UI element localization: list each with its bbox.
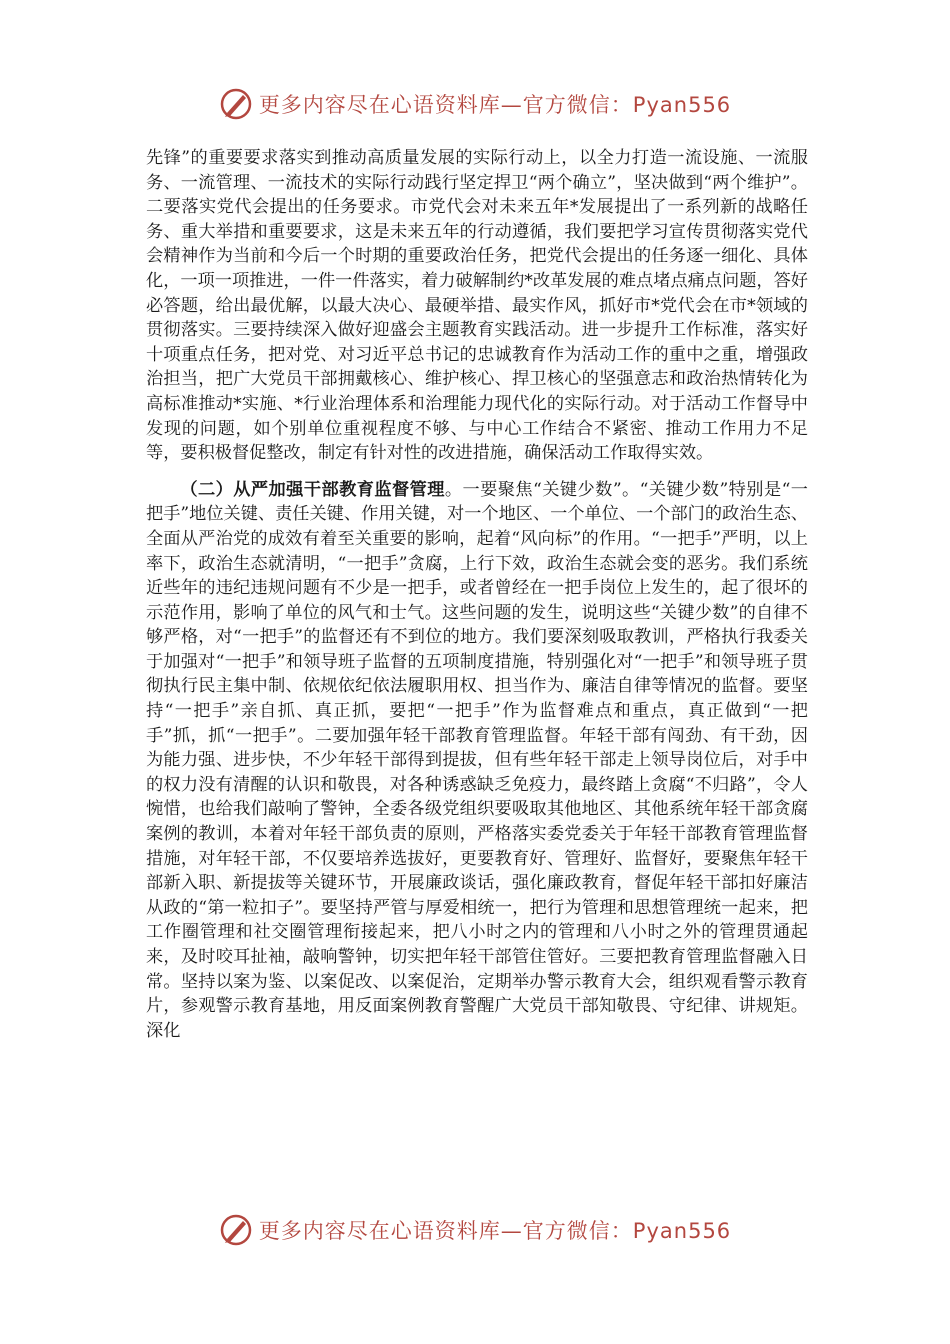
paragraph-2	[146, 478, 808, 1044]
footer-banner	[0, 1208, 950, 1252]
paragraph-2-body: 。一要聚焦“关键少数”。“关键少数”特别是“一把手”地位关键、责任关键、作用关键，对一个地区、一个单位、一个部门的政治生态、全面从严治党的成效有着至关重要的影响，起着“风向标”的作用。“一把手”严明，以上率下，政治生态就清明，“一把手”贪腐，上行下效，政治生态就会变的恶劣。我们系统近些年的违纪违规问题有不少是一把手，或者曾经在一把手岗位上发生的，起了很坏的示范作用，影响了单位的风气和士气。这些问题的发生，说明这些“关键少数”的自律不够严格，对“一把手”的监督还有不到位的地方。我们要深刻吸取教训，严格执行我委关于加强对“一把手”和领导班子监督的五项制度措施，特别强化对“一把手”和领导班子贯彻执行民主集中制、依规依纪依法履职用权、担当作为、廉洁自律等情况的监督。要坚持“一把手”亲自抓、真正抓，要把“一把手”作为监督难点和重点，真正做到“一把手”抓，抓“一把手”。二要加强年轻干部教育管理监督。年轻干部有闯劲、有干劲，因为能力强、进步快，不少年轻干部得到提拔，但有些年轻干部走上领导岗位后，对手中的权力没有清醒的认识和敬畏，对各种诱惑缺乏免疫力，最终踏上贪腐“不归路”，令人惋惜，也给我们敲响了警钟，全委各级党组织要吸取其他地区、其他系统年轻干部贪腐案例的教训，本着对年轻干部负责的原则，严格落实委党委关于年轻干部教育管理监督措施，对年轻干部，不仅要培养选拔好，更要教育好、管理好、监督好，要聚焦年轻干部新入职、新提拔等关键环节，开展廉政谈话，强化廉政教育，督促年轻干部扣好廉洁从政的“第一粒扣子”。要坚持严管与厚爱相统一，把行为管理和思想管理统一起来，把工作圈管理和社交圈管理衔接起来，把八小时之内的管理和八小时之外的管理贯通起来，及时咬耳扯袖，敲响警钟，切实把年轻干部管住管好。三要把教育管理监督融入日常。坚持以案为鉴、以案促改、以案促治，定期举办警示教育大会，组织观看警示教育片，参观警示教育基地，用反面案例教育警醒广大党员干部知敬畏、守纪律、讲规矩。深化	[146, 479, 808, 1041]
section-heading: （二）从严加强干部教育监督管理	[180, 479, 445, 500]
banner-text: 更多内容尽在心语资料库—官方微信：Pyan556	[258, 1219, 732, 1243]
banner-text: 更多内容尽在心语资料库—官方微信：Pyan556	[258, 93, 732, 117]
paragraph-1: 先锋”的重要要求落实到推动高质量发展的实际行动上，以全力打造一流设施、一流服务、一流管理、一流技术的实际行动践行坚定捍卫“两个确立”，坚决做到“两个维护”。二要落实党代会提出的任务要求。市党代会对未来五年*发展提出了一系列新的战略任务、重大举措和重要要求，这是未来五年的行动遵循，我们要把学习宣传贯彻落实党代会精神作为当前和今后一个时期的重要政治任务，把党代会提出的任务逐一细化、具体化，一项一项推进，一件一件落实，着力破解制约*改革发展的难点堵点痛点问题，答好必答题，给出最优解，以最大决心、最硬举措、最实作风，抓好市*党代会在市*领域的贯彻落实。三要持续深入做好迎盛会主题教育实践活动。进一步提升工作标准，落实好十项重点任务，把对党、对习近平总书记的忠诚教育作为活动工作的重中之重，增强政治担当，把广大党员干部拥戴核心、维护核心、捍卫核心的坚强意志和政治热情转化为高标准推动*实施、*行业治理体系和治理能力现代化的实际行动。对于活动工作督导中发现的问题，如个别单位重视程度不够、与中心工作结合不紧密、推动工作用力不足等，要积极督促整改，制定有针对性的改进措施，确保活动工作取得实效。	[146, 148, 808, 464]
document-body	[146, 146, 808, 1043]
pen-logo-icon	[219, 87, 253, 121]
pen-logo-icon	[219, 1213, 253, 1247]
header-banner	[0, 82, 950, 126]
